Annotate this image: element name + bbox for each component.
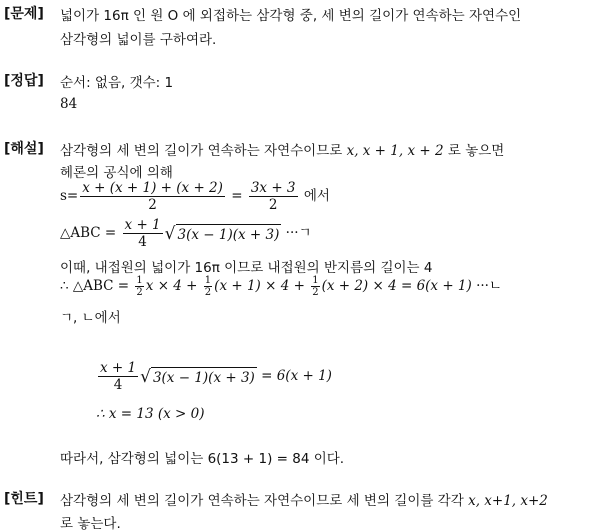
solution-line-1-text: 삼각형의 세 변의 길이가 연속하는 자연수이므로 [60, 143, 343, 159]
answer-label: [정답] [4, 73, 44, 89]
equation-1 [96, 360, 332, 393]
half-num-1: 1 [136, 275, 143, 286]
hint-line-2: 로 놓는다. [60, 516, 121, 532]
area-formula [60, 217, 312, 250]
area-sqrt [165, 224, 282, 244]
inradius-term-3: (x + 2) × 4 = 6(x + 1) [321, 278, 472, 294]
inradius-area [60, 274, 502, 298]
s-fraction [80, 180, 225, 213]
eq1-rhs: = 6(x + 1) [261, 368, 332, 384]
eq1-fraction [98, 360, 138, 393]
half-fraction-3 [311, 275, 319, 298]
area-radicand: 3(x − 1)(x + 3) [176, 224, 282, 244]
solution-line-7: ㄱ, ㄴ에서 [60, 310, 121, 326]
eq1-sqrt [140, 367, 257, 387]
problem-line-1: 넓이가 16π 인 원 O 에 외접하는 삼각형 중, 세 변의 길이가 연속하는 자연수인 [60, 8, 522, 24]
s-numerator: x + (x + 1) + (x + 2) [82, 180, 223, 196]
sqrt-icon: √ [140, 366, 151, 387]
solution-line-2: 헤론의 공식에 의해 [60, 165, 173, 181]
solution-line-1 [60, 139, 504, 159]
s-equals: = [231, 188, 243, 204]
half-fraction-2 [204, 275, 212, 298]
area-tail: ···ㄱ [285, 225, 312, 241]
s-prefix: s= [60, 188, 79, 204]
half-fraction-1 [135, 275, 143, 298]
solution-line-5: 이때, 내접원의 넓이가 16π 이므로 내접원의 반지름의 길이는 4 [60, 260, 433, 276]
hint-label: [힌트] [4, 491, 44, 507]
solution-line-1-vars: x, x + 1, x + 2 [346, 143, 444, 159]
s-fraction-2 [249, 180, 298, 213]
half-den-2: 2 [204, 287, 212, 298]
solution-line-1-tail: 로 놓으면 [447, 143, 505, 159]
sqrt-icon: √ [164, 223, 176, 244]
equation-2: ∴ x = 13 (x > 0) [96, 406, 205, 422]
eq1-radicand: 3(x − 1)(x + 3) [151, 367, 257, 387]
answer-value: 84 [60, 96, 78, 112]
hint-line-1-vars: x, x+1, x+2 [468, 493, 548, 509]
inradius-prefix: ∴ △ABC = [60, 278, 130, 294]
half-num-2: 1 [204, 275, 212, 286]
area-numerator: x + 1 [124, 217, 161, 233]
solution-conclusion: 따라서, 삼각형의 넓이는 6(13 + 1) = 84 이다. [60, 451, 345, 467]
s-denominator-2: 2 [268, 197, 278, 213]
s-numerator-2: 3x + 3 [250, 180, 296, 196]
inradius-term-1: x × 4 + [145, 278, 198, 294]
answer-line-1: 순서: 없음, 갯수: 1 [60, 75, 174, 91]
hint-line-1-text: 삼각형의 세 변의 길이가 연속하는 자연수이므로 세 변의 길이를 각각 [60, 493, 464, 509]
hint-line-1 [60, 489, 548, 509]
solution-label: [해설] [4, 141, 44, 157]
heron-s-formula [60, 180, 330, 213]
eq1-denominator: 4 [113, 377, 123, 393]
half-den-3: 2 [312, 287, 319, 298]
inradius-term-2: (x + 1) × 4 + [214, 278, 305, 294]
eq1-numerator: x + 1 [100, 360, 137, 376]
half-den-1: 2 [136, 287, 143, 298]
problem-line-2: 삼각형의 넓이를 구하여라. [60, 32, 217, 48]
problem-label: [문제] [4, 6, 44, 22]
s-tail: 에서 [303, 188, 330, 204]
area-prefix: △ABC = [60, 225, 117, 241]
area-denominator: 4 [138, 234, 147, 250]
half-num-3: 1 [312, 275, 319, 286]
s-denominator: 2 [148, 197, 157, 213]
inradius-tail: ···ㄴ [476, 278, 503, 294]
area-fraction [123, 217, 163, 250]
